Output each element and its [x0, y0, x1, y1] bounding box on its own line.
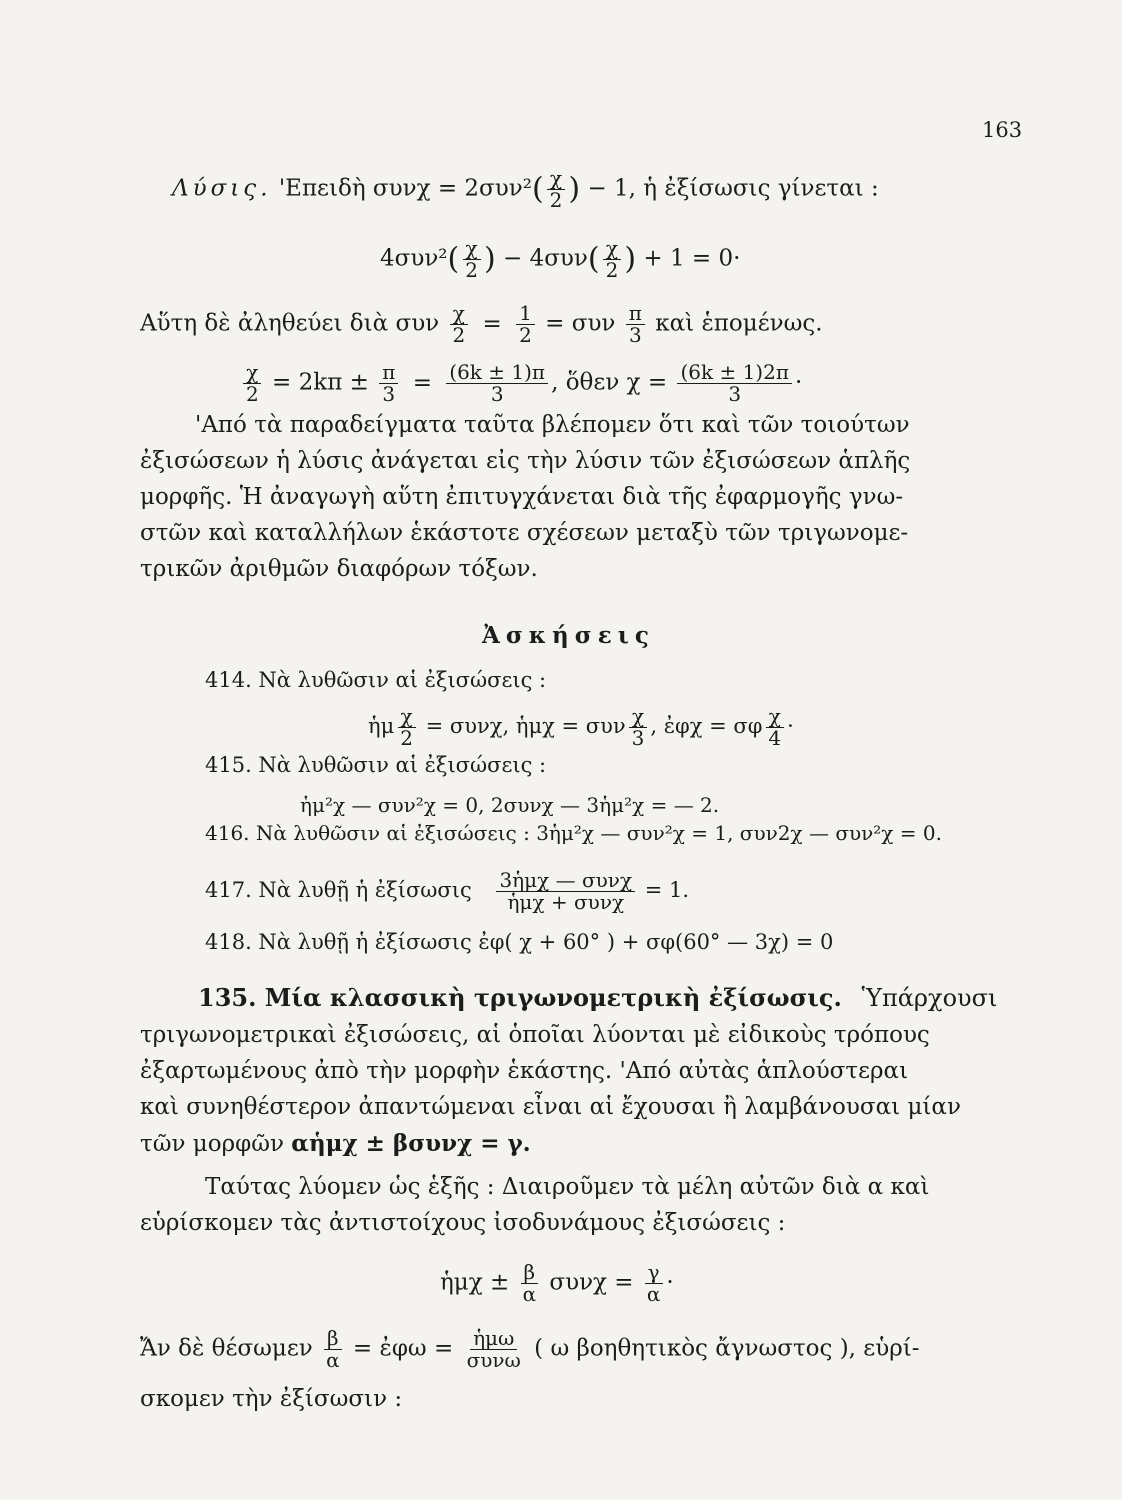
solution-label: Λύσις. [172, 175, 272, 202]
equation-2: $\frac{\chi}{2}$ = 2kπ ± $\frac{\pi}{3}$ = $\frac{(6k \pm 1)\pi}{3}$ , ὅθεν χ = $\frac{(6k \pm 1)2\pi}{3}$ · [240, 362, 802, 405]
section-para2-line: Ταύτας λύομεν ὡς ἑξῆς : Διαιροῦμεν τὰ μέλη αὐτῶν διὰ α καὶ [205, 1174, 930, 1200]
fraction-chi-over-2: $\frac{\chi}{2}$ [547, 168, 566, 211]
section-para2-line: εὑρίσκομεν τὰς ἀντιστοίχους ἰσοδυνάμους ἐξισώσεις : [140, 1210, 786, 1236]
paragraph-line: στῶν καὶ καταλλήλων ἑκάστοτε σχέσεων μεταξὺ τῶν τριγωνομε- [140, 520, 909, 546]
section-line-last: τῶν μορφῶν αἡμχ ± βσυνχ = γ. [140, 1130, 531, 1157]
equation-3: ἡμχ ± $\frac{\beta}{\alpha}$ συνχ = $\frac{\gamma}{\alpha}$ · [440, 1260, 674, 1306]
exercise-417: 417. Νὰ λυθῇ ἡ ἐξίσωσις $\frac{\text{3ἡμχ — συνχ}}{\text{ἡμχ + συνχ}}$ = 1. [205, 868, 690, 914]
fraction-chi-over-2: $\frac{\chi}{2}$ [603, 238, 622, 281]
fraction-chi-over-2: $\frac{\chi}{2}$ [462, 238, 481, 281]
section-line-an: Ἄν δὲ θέσωμεν $\frac{\beta}{\alpha}$ = ἐφω = $\frac{\text{ἡμω}}{\text{συνω}}$ ( ω βοηθητικὸς ἄγνωστος ), εὑρί- [140, 1326, 920, 1372]
equation-1: 4συν²( $\frac{\chi}{2}$ ) − 4συν( $\frac{\chi}{2}$ ) + 1 = 0· [380, 236, 741, 282]
section-line: ἐξαρτωμένους ἀπὸ τὴν μορφὴν ἑκάστης. 'Από αὐτὰς ἁπλούστεραι [140, 1058, 909, 1084]
solution-text-1: 'Επειδὴ συνχ = 2συν² [278, 175, 532, 202]
page-number: 163 [982, 118, 1023, 142]
section-line: καὶ συνηθέστερον ἀπαντώμεναι εἶναι αἱ ἔχουσαι ἢ λαμβάνουσαι μίαν [140, 1094, 961, 1120]
exercises-heading: Ἀσκήσεις [482, 622, 655, 649]
exercise-414: 414. Νὰ λυθῶσιν αἱ ἐξισώσεις : [205, 668, 547, 692]
exercise-415: 415. Νὰ λυθῶσιν αἱ ἐξισώσεις : [205, 753, 547, 777]
section-line: τριγωνομετρικαὶ ἐξισώσεις, αἱ ὁποῖαι λύονται μὲ εἰδικοὺς τρόπους [140, 1022, 930, 1048]
solution-line-3: Αὕτη δὲ ἀληθεύει διὰ συν $\frac{\chi}{2}$ = $\frac{1}{2}$ = συν $\frac{\pi}{3}$ καὶ ἑπομένως. [140, 301, 823, 347]
exercise-415-equations: ἡμ²χ — συν²χ = 0, 2συνχ — 3ἡμ²χ = — 2. [300, 793, 720, 817]
paragraph-line: ἐξισώσεων ἡ λύσις ἀνάγεται εἰς τὴν λύσιν τῶν ἐξισώσεων ἁπλῆς [140, 448, 911, 474]
solution-text-1b: − 1, ἡ ἐξίσωσις γίνεται : [587, 175, 879, 202]
exercise-414-equations: ἡμ $\frac{\chi}{2}$ = συνχ, ἡμχ = συν $\frac{\chi}{3}$ , ἐφχ = σφ $\frac{\chi}{4}$ · [368, 704, 794, 750]
paragraph-line: μορφῆς. Ἡ ἀναγωγὴ αὕτη ἐπιτυγχάνεται διὰ τῆς ἐφαρμογῆς γνω- [140, 484, 904, 510]
section-title: 135. Μία κλασσικὴ τριγωνομετρικὴ ἐξίσωσις. Ὑπάρχουσι [198, 983, 998, 1012]
paragraph-line: 'Από τὰ παραδείγματα ταῦτα βλέπομεν ὅτι καὶ τῶν τοιούτων [195, 412, 910, 438]
classic-equation: αἡμχ ± βσυνχ = γ. [291, 1130, 531, 1157]
exercise-416: 416. Νὰ λυθῶσιν αἱ ἐξισώσεις : 3ἡμ²χ — συν²χ = 1, συν2χ — συν²χ = 0. [205, 821, 942, 845]
paragraph-line: τρικῶν ἀριθμῶν διαφόρων τόξων. [140, 556, 538, 582]
solution-line-1: Λύσις. 'Επειδὴ συνχ = 2συν²( $\frac{\chi}{2}$ ) − 1, ἡ ἐξίσωσις γίνεται : [172, 166, 879, 212]
section-final-line: σκομεν τὴν ἐξίσωσιν : [140, 1386, 403, 1412]
exercise-418: 418. Νὰ λυθῇ ἡ ἐξίσωσις ἐφ( χ + 60° ) + σφ(60° — 3χ) = 0 [205, 930, 834, 954]
